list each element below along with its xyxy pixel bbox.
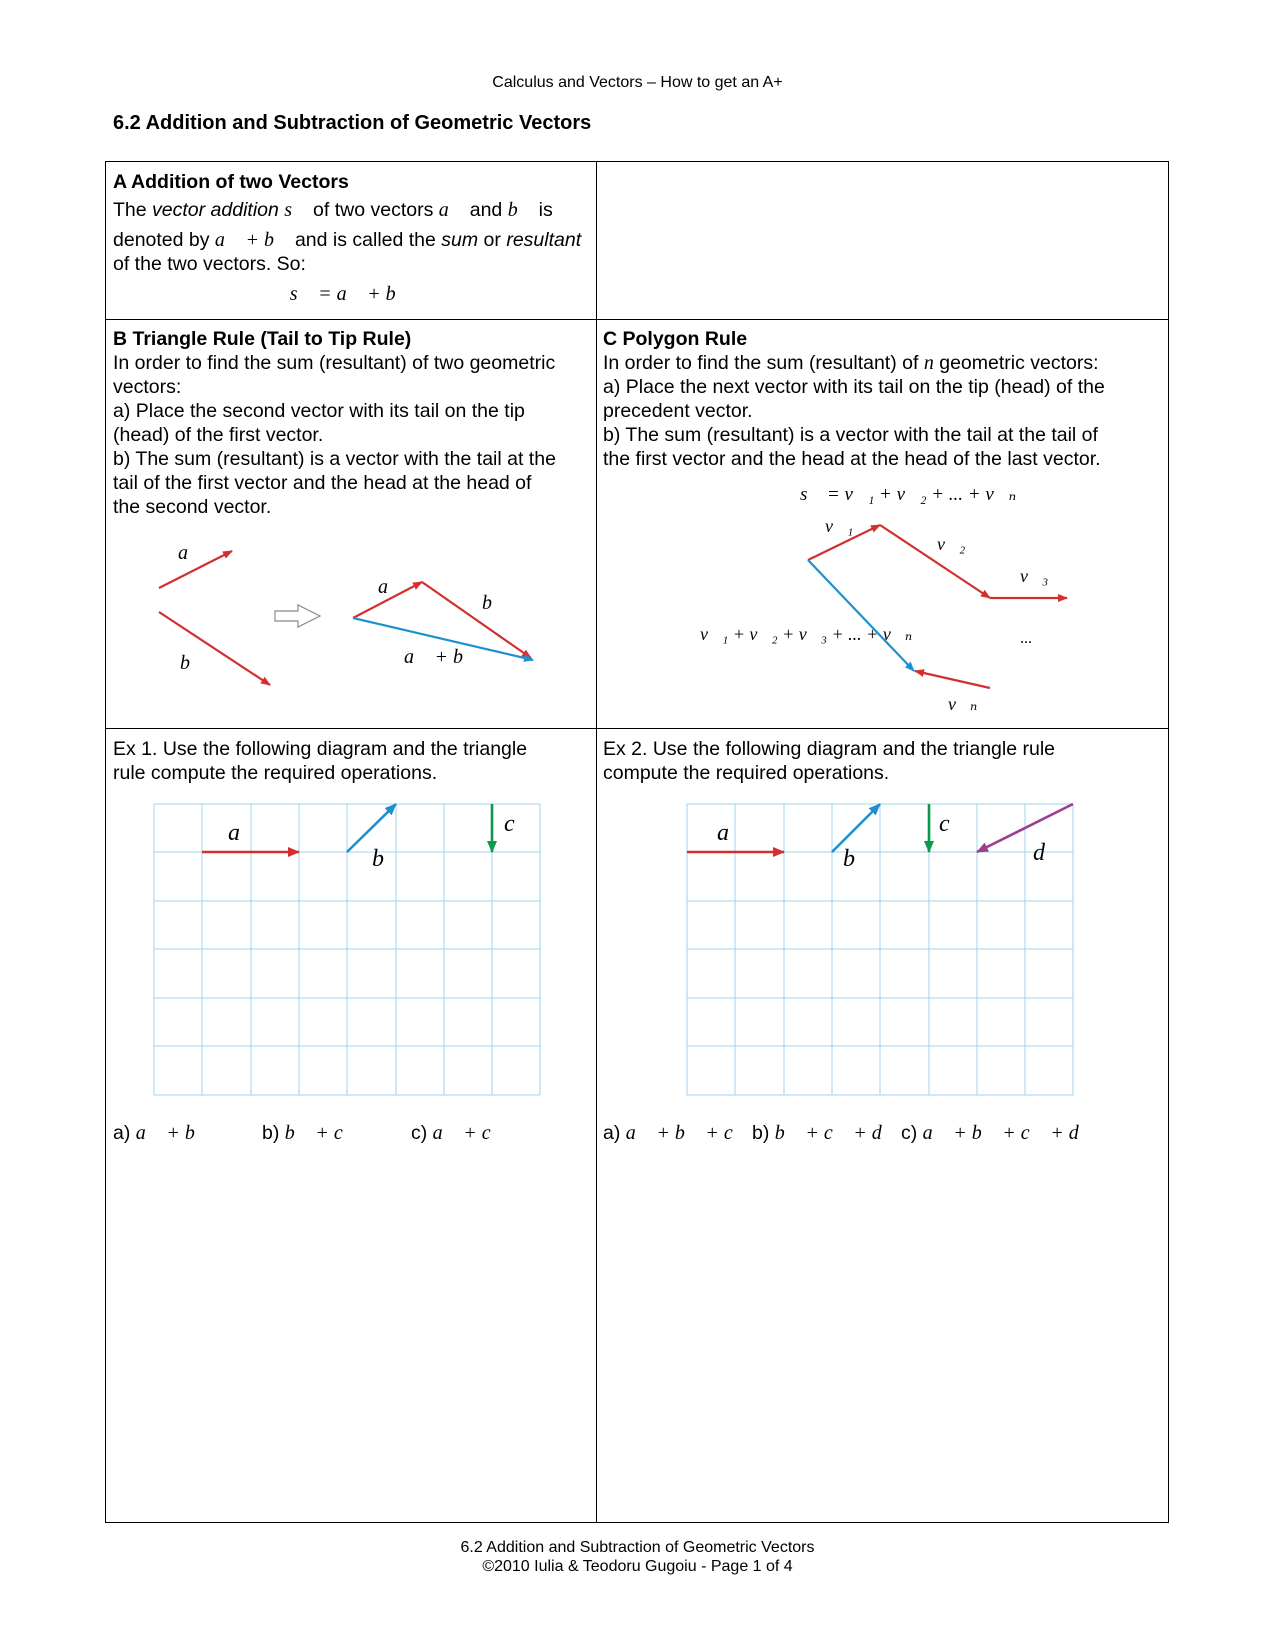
ex1-question-b: b⃗ + c⃗ <box>284 1122 359 1144</box>
ex2-instructions: Ex 2. Use the following diagram and the triangle rule compute the required operations. <box>603 738 1056 784</box>
triangle-rule-diagram <box>140 535 560 695</box>
page-header: Calculus and Vectors – How to get an A+ <box>492 74 783 91</box>
ex2-question-a: a⃗ + b⃗ + c⃗ <box>625 1122 749 1144</box>
polygon-formula: s⃗ = v⃗₁ + v⃗₂ + ... + v⃗ₙ <box>800 484 1017 505</box>
row-divider <box>106 728 1168 729</box>
vector-s-symbol: s⃗ <box>284 199 308 221</box>
vector-vn-label: v⃗ₙ <box>948 694 978 714</box>
ex1-question-c: a⃗ + c⃗ <box>432 1122 507 1144</box>
section-b: B Triangle Rule (Tail to Tip Rule) In order to find the sum (resultant) of two geometric vectors: a) Place the second vector with its tail on the tip (head) of the first vector. b) The sum (resultant) is a vector with the tail at the tail of the first vector and the head at the head of the second vector. <box>113 328 556 518</box>
right-arrow-icon <box>275 605 320 627</box>
vector-a-symbol: a⃗ <box>438 199 465 221</box>
ex2-question-b: b⃗ + c⃗ + d⃗ <box>774 1122 898 1144</box>
page-footer: 6.2 Addition and Subtraction of Geometric Vectors ©2010 Iulia & Teodoru Gugoiu - Page 1 of 4 <box>460 1539 815 1575</box>
ex1-grid-diagram <box>150 800 545 1100</box>
section-b-heading: B Triangle Rule (Tail to Tip Rule) <box>113 328 412 350</box>
vector-v1-label: v⃗₁ <box>825 516 854 536</box>
ex2-question-c: a⃗ + b⃗ + c⃗ + d⃗ <box>922 1122 1095 1144</box>
section-a: A Addition of two Vectors The vector addition s⃗ of two vectors a⃗ and b⃗ is denoted by a⃗ + b⃗ and is called the sum or resultant of the two vectors. So: s⃗ = a⃗ + b⃗ <box>113 170 588 306</box>
column-divider <box>596 162 597 1522</box>
section-a-heading: A Addition of two Vectors <box>113 171 349 193</box>
ex1-instructions: Ex 1. Use the following diagram and the triangle rule compute the required operations. <box>113 738 528 784</box>
vector-d-label: d⃗ <box>1033 840 1064 866</box>
grid-lines <box>687 804 1073 1095</box>
section-c: C Polygon Rule In order to find the sum (resultant) of n geometric vectors: a) Place the next vector with its tail on the tip (head) of the precedent vector. b) The sum (resultant) is a vector with the tail at the tail of the first vector and the head at the head of the last vector. <box>603 328 1105 470</box>
section-c-heading: C Polygon Rule <box>603 328 748 350</box>
vector-a-label: a⃗ <box>228 820 259 846</box>
vector-a-label: a⃗ <box>378 576 404 598</box>
vector-b-label: b⃗ <box>843 846 874 872</box>
vector-b-label: b⃗ <box>180 652 206 674</box>
row-divider <box>106 319 1168 320</box>
vector-b-arrow <box>159 612 270 685</box>
term-vector-addition: vector addition <box>152 199 279 221</box>
vector-v3-label: v⃗₃ <box>1020 566 1049 586</box>
grid-lines <box>154 804 540 1095</box>
ex1-question-a: a⃗ + b⃗ <box>135 1122 211 1144</box>
resultant-label: a⃗ + b⃗ <box>404 646 479 668</box>
vector-v2-label: v⃗₂ <box>937 534 966 554</box>
vector-vn-arrow <box>915 671 990 688</box>
vector-a-label: a⃗ <box>717 820 748 846</box>
page-title: 6.2 Addition and Subtraction of Geometric Vectors <box>113 112 592 134</box>
ex2-grid-diagram <box>683 800 1078 1100</box>
resultant-arrow <box>808 560 914 671</box>
vector-b-arrow <box>832 804 880 852</box>
vector-c-label: c⃗ <box>939 811 969 837</box>
sum-formula: s⃗ = a⃗ + b⃗ <box>289 283 412 305</box>
resultant-label: v⃗₁ + v⃗₂ + v⃗₃ + ... + v⃗ₙ <box>700 624 913 644</box>
vector-b-arrow <box>347 804 396 852</box>
polygon-rule-diagram <box>690 475 1090 715</box>
vector-v2-arrow <box>880 525 990 598</box>
vector-a-label: a⃗ <box>178 542 204 564</box>
sum-expression: a⃗ + b⃗ <box>214 229 290 251</box>
vector-c-label: c⃗ <box>504 811 534 837</box>
vector-b-label: b⃗ <box>482 592 508 614</box>
vector-b-label: b⃗ <box>372 846 403 872</box>
ellipsis-label: ... <box>1020 630 1032 647</box>
vector-b-symbol: b⃗ <box>507 199 534 221</box>
